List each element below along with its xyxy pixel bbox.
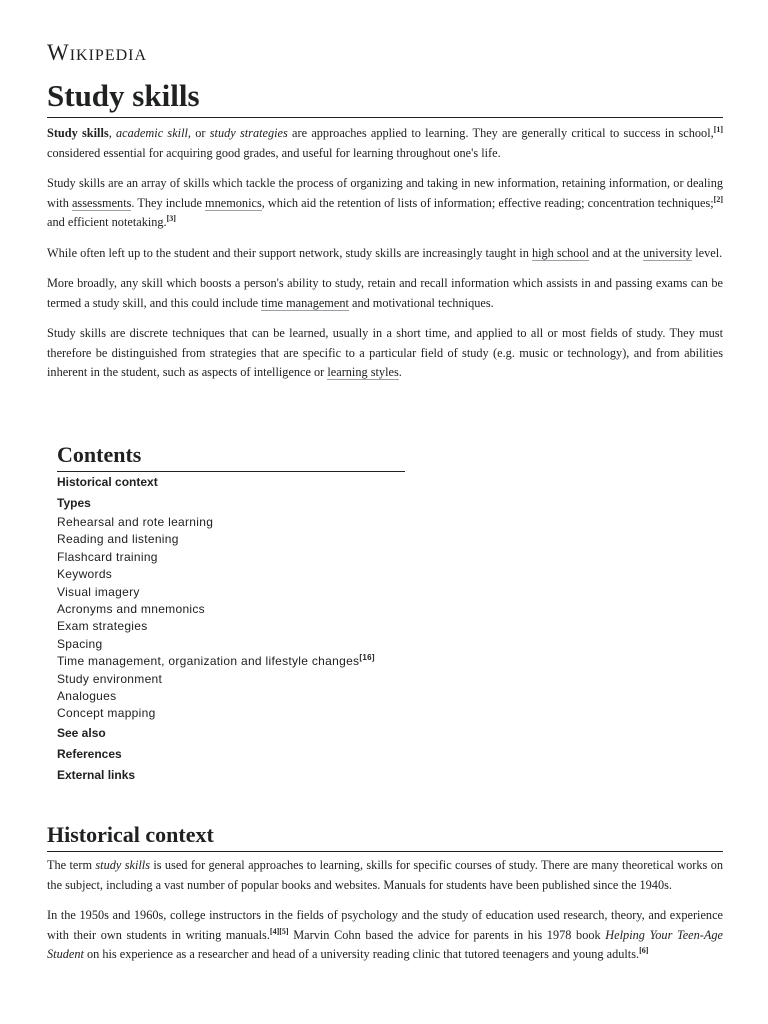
text: . — [398, 365, 402, 379]
link-time-management[interactable]: time management — [261, 295, 349, 310]
intro-paragraph-5 — [47, 324, 723, 383]
text: Marvin Cohn based the advice for parents in his 1978 book — [288, 927, 606, 942]
toc-list — [57, 472, 405, 723]
historical-paragraph-2 — [47, 906, 723, 965]
text: , or — [187, 126, 210, 140]
text: considered essential for acquiring good grades, and useful for learning throughout one's life. — [47, 145, 501, 160]
table-of-contents — [57, 442, 405, 786]
text: is used for general approaches to learning, skills for specific courses of study. There are many theoretical works on the subject, including a vast number of popular books and websites. Manuals for students have been published since the 1940s. — [47, 858, 723, 892]
toc-subitem[interactable]: Flashcard training — [57, 549, 158, 564]
italic-term: study strategies — [209, 126, 288, 140]
toc-subitem[interactable]: Acronyms and mnemonics — [57, 602, 205, 617]
citation-link[interactable]: [3] — [166, 213, 176, 223]
toc-subitem[interactable]: Concept mapping — [57, 706, 156, 721]
toc-item-types-label[interactable]: Types — [57, 496, 91, 510]
section-heading-historical-context: Historical context — [47, 822, 723, 852]
toc-subitem[interactable]: Exam strategies — [57, 619, 148, 634]
article-intro — [47, 124, 723, 394]
text: , which aid the retention of lists of information; effective reading; concentration techniques; — [261, 195, 714, 210]
link-learning-styles[interactable]: learning styles — [327, 365, 399, 379]
book-title: Helping Your Teen-Age Student — [47, 927, 723, 961]
intro-paragraph-4 — [47, 274, 723, 313]
toc-subitem[interactable]: Spacing — [57, 636, 103, 651]
toc-subitem[interactable]: Reading and listening — [57, 532, 179, 547]
text: More broadly, any skill which boosts a person's ability to study, retain and recall information which assists in and passing exams can be termed a study skill, and this could include — [47, 276, 723, 310]
text: Study skills are discrete techniques that can be learned, usually in a short time, and applied to all or most fields of study. They must therefore be distinguished from strategies that are specific to a particular field of study (e.g. music or technology), and from abilities inherent in the student, such as aspects of intelligence or — [47, 326, 723, 379]
text: and motivational techniques. — [348, 295, 494, 310]
toc-subitem[interactable]: Keywords — [57, 567, 113, 582]
toc-sublist — [57, 514, 405, 723]
toc-subitem-label: Time management, organization and lifestyle changes — [57, 654, 360, 669]
wikipedia-wordmark[interactable]: Wikipedia — [47, 40, 148, 65]
intro-paragraph-3 — [47, 244, 723, 264]
text: , — [108, 126, 117, 140]
toc-item-see-also[interactable]: See also — [57, 725, 106, 740]
link-university[interactable]: university — [642, 245, 693, 260]
text: and at the — [589, 245, 643, 260]
text: The term — [47, 858, 96, 872]
toc-subitem[interactable]: Rehearsal and rote learning — [57, 515, 214, 529]
text: are approaches applied to learning. They are generally critical to success in school, — [287, 126, 714, 140]
link-high-school[interactable]: high school — [531, 245, 589, 260]
toc-subitem[interactable]: Analogues — [57, 689, 117, 704]
page-title: Study skills — [47, 78, 723, 118]
text: Study skills are an array of skills which tackle the process of organizing and taking in new information, retaining information, or dealing with — [47, 176, 723, 210]
toc-item-references[interactable]: References — [57, 746, 122, 761]
toc-list-end — [57, 723, 405, 786]
text: . They include — [131, 195, 206, 210]
citation-link[interactable]: [16] — [359, 653, 375, 663]
toc-subitem[interactable]: Study environment — [57, 671, 163, 686]
citation-link[interactable]: [6] — [639, 945, 649, 955]
italic-term: study skills — [95, 858, 150, 872]
toc-item-external-links[interactable]: External links — [57, 767, 136, 782]
intro-paragraph-2 — [47, 174, 723, 233]
toc-item-historical-context[interactable]: Historical context — [57, 475, 158, 489]
link-mnemonics[interactable]: mnemonics — [205, 195, 262, 210]
toc-subitem[interactable] — [57, 653, 405, 670]
citation-link[interactable]: [1] — [713, 124, 724, 134]
text: on his experience as a researcher and head of a university reading clinic that tutored teenagers and young adults. — [83, 947, 640, 961]
citation-link[interactable]: [2] — [713, 194, 723, 204]
intro-paragraph-1 — [47, 124, 723, 163]
section-historical-body — [47, 856, 723, 976]
text: level. — [692, 245, 723, 260]
text: While often left up to the student and their support network, study skills are increasingly taught in — [47, 245, 532, 260]
text: and efficient notetaking. — [47, 215, 167, 229]
toc-subitem[interactable]: Visual imagery — [57, 584, 140, 599]
citation-link[interactable]: [4] — [269, 926, 280, 936]
toc-title: Contents — [57, 442, 405, 472]
text: In the 1950s and 1960s, college instructors in the fields of psychology and the study of education used research, theory, and experience with their own students in writing manuals. — [47, 908, 723, 942]
link-assessments[interactable]: assessments — [71, 195, 132, 210]
italic-term: academic skill — [116, 126, 188, 140]
toc-item-types — [57, 493, 405, 723]
bold-term: Study skills — [47, 126, 109, 140]
citation-link[interactable]: [5] — [279, 926, 289, 936]
historical-paragraph-1 — [47, 856, 723, 895]
